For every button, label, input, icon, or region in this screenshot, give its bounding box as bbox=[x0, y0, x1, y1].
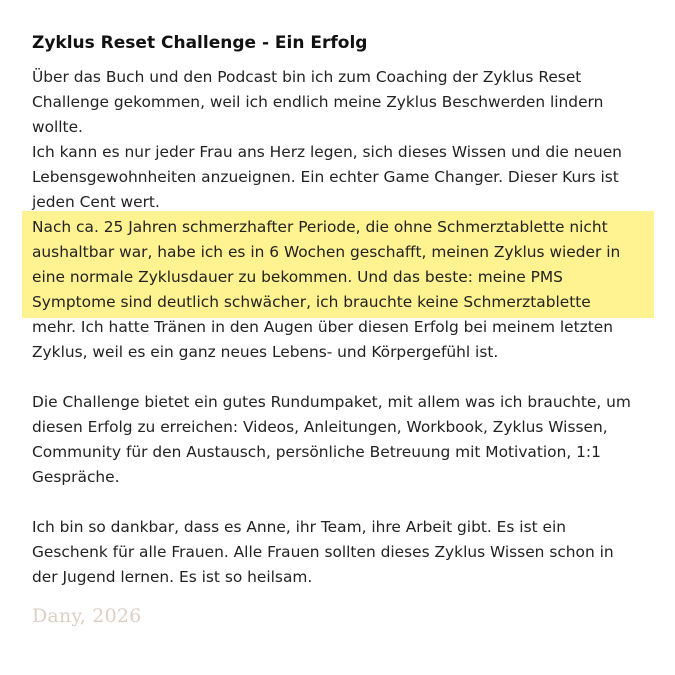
highlighted-line: Nach ca. 25 Jahren schmerzhafter Periode, die ohne Schmerztablette nicht bbox=[32, 218, 608, 236]
paragraph-line: Community für den Austausch, persönliche Betreuung mit Motivation, 1:1 bbox=[32, 443, 601, 461]
paragraph-line: Ich bin so dankbar, dass es Anne, ihr Team, ihre Arbeit gibt. Es ist ein bbox=[32, 518, 567, 536]
paragraph-line: Die Challenge bietet ein gutes Rundumpaket, mit allem was ich brauchte, um bbox=[32, 393, 631, 411]
paragraph-line: diesen Erfolg zu erreichen: Videos, Anleitungen, Workbook, Zyklus Wissen, bbox=[32, 418, 608, 436]
testimonial-paragraph-3 bbox=[32, 515, 614, 590]
testimonial-title: Zyklus Reset Challenge - Ein Erfolg bbox=[32, 33, 368, 53]
testimonial-paragraph-2 bbox=[32, 390, 631, 490]
paragraph-line: wollte. bbox=[32, 118, 83, 136]
paragraph-line: Ich kann es nur jeder Frau ans Herz legen, sich dieses Wissen und die neuen bbox=[32, 143, 622, 161]
highlighted-line: eine normale Zyklusdauer zu bekommen. Und das beste: meine PMS bbox=[32, 268, 563, 286]
paragraph-line: Challenge gekommen, weil ich endlich meine Zyklus Beschwerden lindern bbox=[32, 93, 604, 111]
testimonial-paragraph-1 bbox=[32, 65, 622, 365]
paragraph-line: Geschenk für alle Frauen. Alle Frauen sollten dieses Zyklus Wissen schon in bbox=[32, 543, 614, 561]
paragraph-line: der Jugend lernen. Es ist so heilsam. bbox=[32, 568, 313, 586]
author-signature: Dany, 2026 bbox=[32, 605, 142, 627]
paragraph-line: jeden Cent wert. bbox=[32, 193, 160, 211]
paragraph-line: Lebensgewohnheiten anzueignen. Ein echter Game Changer. Dieser Kurs ist bbox=[32, 168, 619, 186]
paragraph-line: Über das Buch und den Podcast bin ich zum Coaching der Zyklus Reset bbox=[32, 68, 582, 86]
highlighted-line: aushaltbar war, habe ich es in 6 Wochen geschafft, meinen Zyklus wieder in bbox=[32, 243, 621, 261]
paragraph-line: Gespräche. bbox=[32, 468, 120, 486]
paragraph-line: Zyklus, weil es ein ganz neues Lebens- und Körpergefühl ist. bbox=[32, 343, 499, 361]
paragraph-line: mehr. Ich hatte Tränen in den Augen über diesen Erfolg bei meinem letzten bbox=[32, 318, 613, 336]
highlighted-line: Symptome sind deutlich schwächer, ich brauchte keine Schmerztablette bbox=[32, 293, 591, 311]
